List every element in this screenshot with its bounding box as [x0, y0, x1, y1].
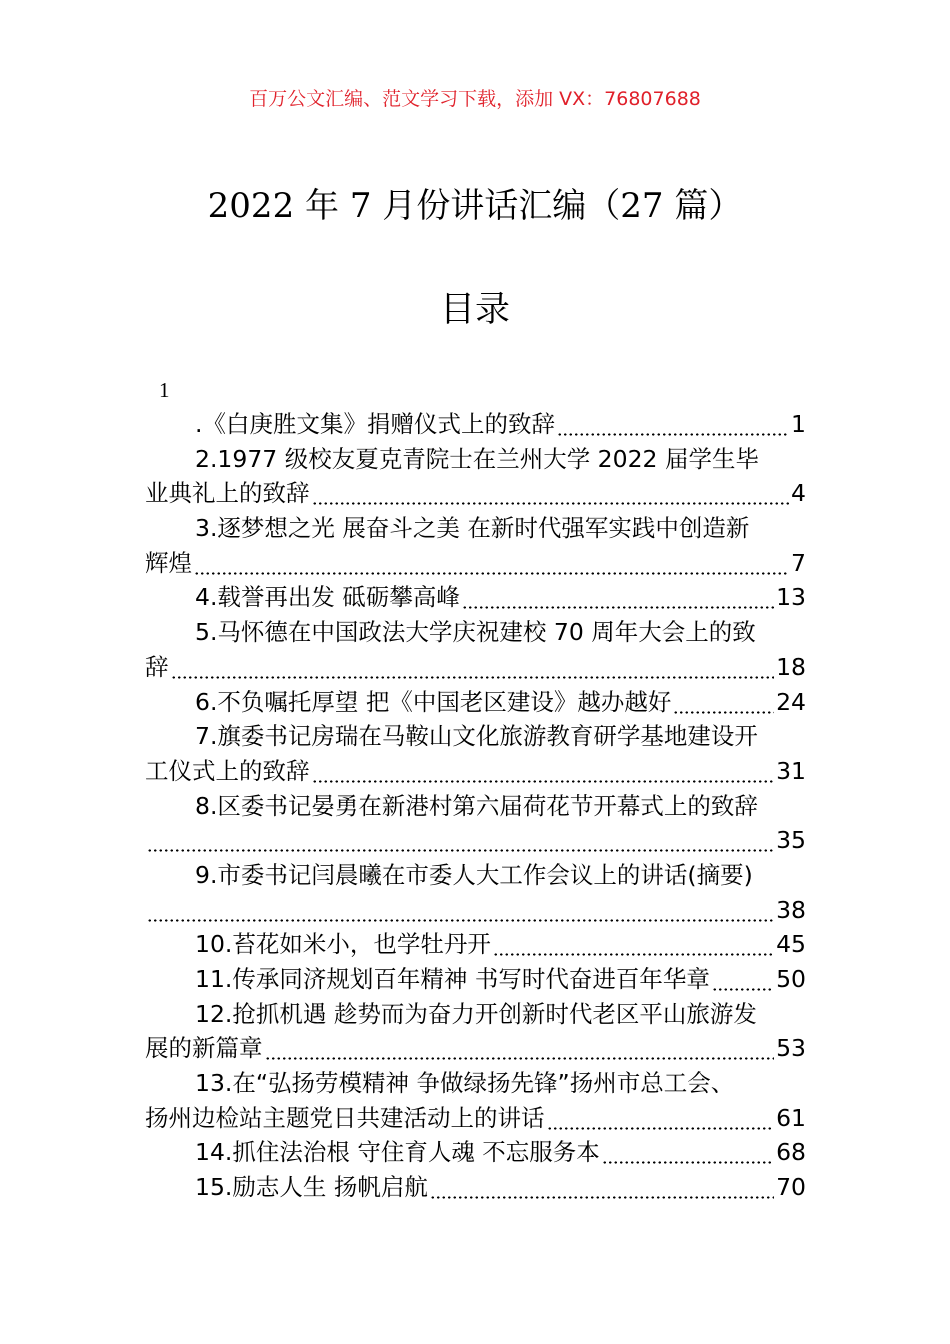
- toc-entry-line: [145, 789, 806, 824]
- toc-page-number: 50: [776, 965, 806, 993]
- toc-page-number: 4: [791, 479, 806, 508]
- toc-entry-title: 13.在“弘扬劳模精神 争做绿扬先锋”扬州市总工会、: [195, 1069, 735, 1098]
- toc-entry-title: 辞: [145, 652, 169, 681]
- toc-page-number: 61: [776, 1103, 806, 1132]
- stray-number: 1: [159, 378, 170, 402]
- toc-entry-title: 扬州边检站主题党日共建活动上的讲话: [145, 1103, 545, 1132]
- toc-entry-title: 2.1977 级校友夏克青院士在兰州大学 2022 届学生毕: [195, 444, 759, 473]
- toc-entry[interactable]: [145, 719, 806, 788]
- toc-entry-title: 工仪式上的致辞: [145, 756, 310, 785]
- toc-entry[interactable]: [145, 789, 806, 858]
- toc-page-number: 13: [776, 583, 806, 612]
- toc-page-number: 1: [791, 410, 806, 438]
- toc-entry-line: [145, 997, 806, 1032]
- toc-entry[interactable]: [145, 580, 806, 615]
- toc-entry-line: [145, 615, 806, 650]
- toc-page-number: 31: [776, 756, 806, 785]
- toc-entry-title: 业典礼上的致辞: [145, 479, 310, 508]
- toc-entry-title: 15.励志人生 扬帆启航: [195, 1173, 428, 1202]
- toc-entry-title: 12.抢抓机遇 趁势而为奋力开创新时代老区平山旅游发: [195, 999, 757, 1028]
- toc-entry-title: 11.传承同济规划百年精神 书写时代奋进百年华章: [195, 965, 710, 993]
- dot-leader: [712, 962, 774, 997]
- dot-leader: [673, 685, 774, 720]
- toc-entry[interactable]: [145, 442, 806, 511]
- toc-entry-line: [145, 511, 806, 546]
- toc-entry-title: 9.市委书记闫晨曦在市委人大工作会议上的讲话(摘要): [195, 860, 753, 889]
- toc-entry-line: [145, 1170, 806, 1205]
- toc-entry-title: 8.区委书记晏勇在新港村第六届荷花节开幕式上的致辞: [195, 791, 758, 820]
- toc-entry[interactable]: [145, 927, 806, 962]
- dot-leader: [312, 754, 775, 789]
- toc-entry-line: [145, 1031, 806, 1066]
- toc-entry-title: 7.旗委书记房瑞在马鞍山文化旅游教育研学基地建设开: [195, 722, 758, 751]
- dot-leader: [147, 893, 774, 928]
- dot-leader: [547, 1101, 775, 1136]
- dot-leader: [493, 927, 774, 962]
- toc-entry-title: 6.不负嘱托厚望 把《中国老区建设》越办越好: [195, 687, 672, 716]
- toc-entry-line: [145, 927, 806, 962]
- toc-entry-line: [145, 546, 806, 581]
- toc-entry-line: [145, 719, 806, 754]
- watermark-header: 百万公文汇编、范文学习下载，添加 VX：76807688: [249, 88, 701, 110]
- toc-entry[interactable]: [145, 511, 806, 580]
- toc-entry[interactable]: [145, 997, 806, 1066]
- toc-entry-title: 5.马怀德在中国政法大学庆祝建校 70 周年大会上的致: [195, 618, 756, 647]
- toc-entry[interactable]: [145, 1066, 806, 1135]
- document-title: 2022 年 7 月份讲话汇编（27 篇）: [207, 186, 743, 226]
- toc-entry-title: 14.抓住法治根 守住育人魂 不忘服务本: [195, 1138, 600, 1167]
- toc-entry-line: [145, 1101, 806, 1136]
- toc-page-number: 68: [776, 1138, 806, 1167]
- toc-entry-line: [145, 442, 806, 477]
- toc-entry-title: 4.载誉再出发 砥砺攀高峰: [195, 583, 460, 612]
- toc-entry[interactable]: [145, 1135, 806, 1170]
- dot-leader: [430, 1170, 774, 1205]
- dot-leader: [171, 650, 775, 685]
- toc-page-number: 24: [776, 687, 806, 716]
- toc-entry[interactable]: [145, 1170, 806, 1205]
- toc-entry-line: [145, 1066, 806, 1101]
- toc-entry-title: 辉煌: [145, 548, 192, 577]
- toc-page-number: 38: [776, 895, 806, 924]
- toc-entry-line: [145, 580, 806, 615]
- toc-entry[interactable]: [145, 858, 806, 927]
- toc-entry[interactable]: [145, 615, 806, 684]
- toc-entry-title: 展的新篇章: [145, 1034, 263, 1063]
- toc-entry-line: [145, 476, 806, 511]
- toc-entry-line: [145, 823, 806, 858]
- toc-entry[interactable]: [145, 407, 806, 442]
- toc-entry[interactable]: [145, 685, 806, 720]
- toc-entry-title: 3.逐梦想之光 展奋斗之美 在新时代强军实践中创造新: [195, 514, 750, 543]
- toc-entry-line: [145, 893, 806, 928]
- toc-entry-line: [145, 1135, 806, 1170]
- toc-entry[interactable]: [145, 962, 806, 997]
- toc-page-number: 70: [776, 1173, 806, 1202]
- toc-entry-title: .《白庚胜文集》捐赠仪式上的致辞: [195, 410, 555, 438]
- dot-leader: [147, 823, 774, 858]
- toc-page-number: 7: [791, 548, 806, 577]
- toc-entry-line: [145, 858, 806, 893]
- dot-leader: [462, 580, 774, 615]
- toc-heading: 目录: [439, 290, 510, 330]
- toc-entry-line: [145, 650, 806, 685]
- toc-page-number: 18: [776, 652, 806, 681]
- toc-page-number: 45: [776, 930, 806, 959]
- toc-entry-line: [145, 962, 806, 997]
- toc-entry-title: 10.苔花如米小，也学牡丹开: [195, 930, 491, 959]
- dot-leader: [194, 546, 789, 581]
- dot-leader: [265, 1031, 775, 1066]
- table-of-contents: [145, 407, 806, 1205]
- toc-page-number: 35: [776, 826, 806, 855]
- dot-leader: [602, 1135, 774, 1170]
- toc-page-number: 53: [776, 1034, 806, 1063]
- dot-leader: [312, 476, 790, 511]
- toc-entry-line: [145, 754, 806, 789]
- toc-entry-line: [145, 407, 806, 442]
- dot-leader: [557, 407, 789, 442]
- toc-entry-line: [145, 685, 806, 720]
